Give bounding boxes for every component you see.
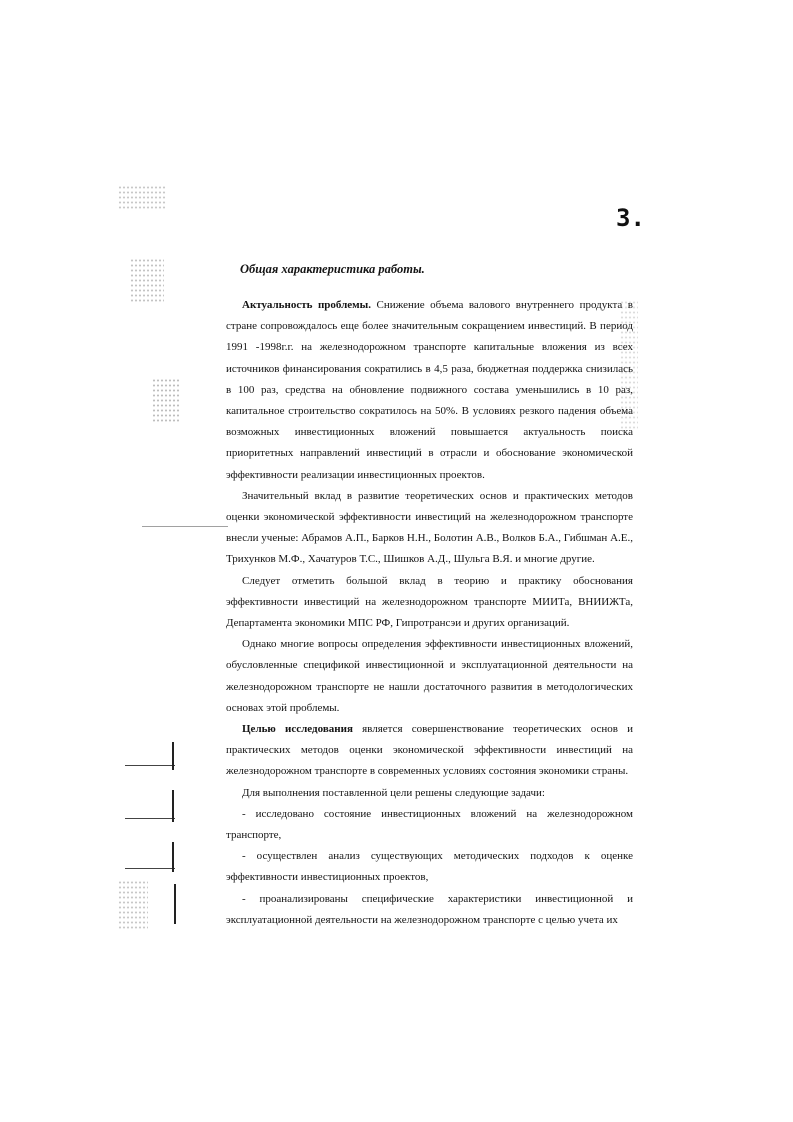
- paragraph-relevance: [226, 295, 633, 486]
- relevance-text: Снижение объема валового внутреннего продукта в стране сопровождалось еще более значительным сокращением инвестиций. В период 1991 -1998г.г. на железнодорожном транспорте капитальные вложения из всех источников финансирования сократились в 4,5 раза, бюджетная поддержка снизилась в 100 раз, средства на обновление подвижного состава уменьшились в 10 раз, капитальное строительство сократилось на 50%. В условиях резкого падения объема возможных инвестиционных вложений повышается актуальность поиска приоритетных направлений инвестиций в отрасли и обоснование экономической эффективности реализации инвестиционных проектов.: [226, 299, 633, 481]
- scan-vline-4: [174, 884, 176, 924]
- scan-noise-left-3: [118, 880, 148, 930]
- paragraph-open-questions: Однако многие вопросы определения эффективности инвестиционных вложений, обусловленные спецификой инвестиционной и эксплуатационной деятельности на железнодорожном транспорте не нашли достаточного развития в методологических основах этой проблемы.: [226, 638, 633, 714]
- goal-lead: Целью исследования: [242, 723, 353, 736]
- goal-text: является совершенствование теоретических основ и практических методов оценки экономической эффективности инвестиций на железнодорожном транспорте в современных условиях состояния экономики страны.: [226, 723, 634, 778]
- task-item-1: - исследовано состояние инвестиционных вложений на железнодорожном транспорте,: [226, 807, 633, 842]
- paragraph-organizations: Следует отметить большой вклад в теорию и практику обоснования эффективности инвестиций на железнодорожном транспорте МИИТа, ВНИИЖТа, Департамента экономики МПС РФ, Гипротрансэи и других организаций.: [226, 574, 633, 630]
- scan-line-3: [125, 868, 175, 869]
- paragraph-contributors: Значительный вклад в развитие теоретических основ и практических методов оценки экономической эффективности инвестиций на железнодорожном транспорте внесли ученые: Абрамов А.П., Барков Н.Н., Болотин А.В., Волков Б.А., Гибшман А.Е., Трихунков М.Ф., Хачатуров Т.С., Шишков А.Д., Шульга В.Я. и многие другие.: [226, 489, 633, 566]
- section-heading: Общая характеристика работы.: [240, 262, 425, 276]
- scan-dash-line: [142, 526, 228, 527]
- scan-vline-2: [172, 790, 174, 822]
- paragraph-tasks-intro: Для выполнения поставленной цели решены следующие задачи:: [242, 786, 545, 799]
- relevance-lead: Актуальность проблемы.: [242, 299, 372, 311]
- scan-noise-left-1: [130, 258, 164, 302]
- scan-vline-1: [172, 742, 174, 770]
- paragraph-goal: [226, 719, 633, 783]
- task-item-2: - осуществлен анализ существующих методических подходов к оценке эффективности инвестиционных проектов,: [226, 850, 633, 884]
- page-number: 3.: [616, 204, 645, 232]
- scan-line-1: [125, 765, 175, 766]
- document-body: [226, 295, 633, 931]
- scan-line-2: [125, 818, 175, 819]
- scan-noise-top-left: [118, 185, 166, 211]
- task-item-3: - проанализированы специфические характеристики инвестиционной и эксплуатационной деятельности на железнодорожном транспорте с целью учета их: [226, 892, 633, 926]
- scan-vline-3: [172, 842, 174, 872]
- scan-noise-left-2: [152, 378, 180, 424]
